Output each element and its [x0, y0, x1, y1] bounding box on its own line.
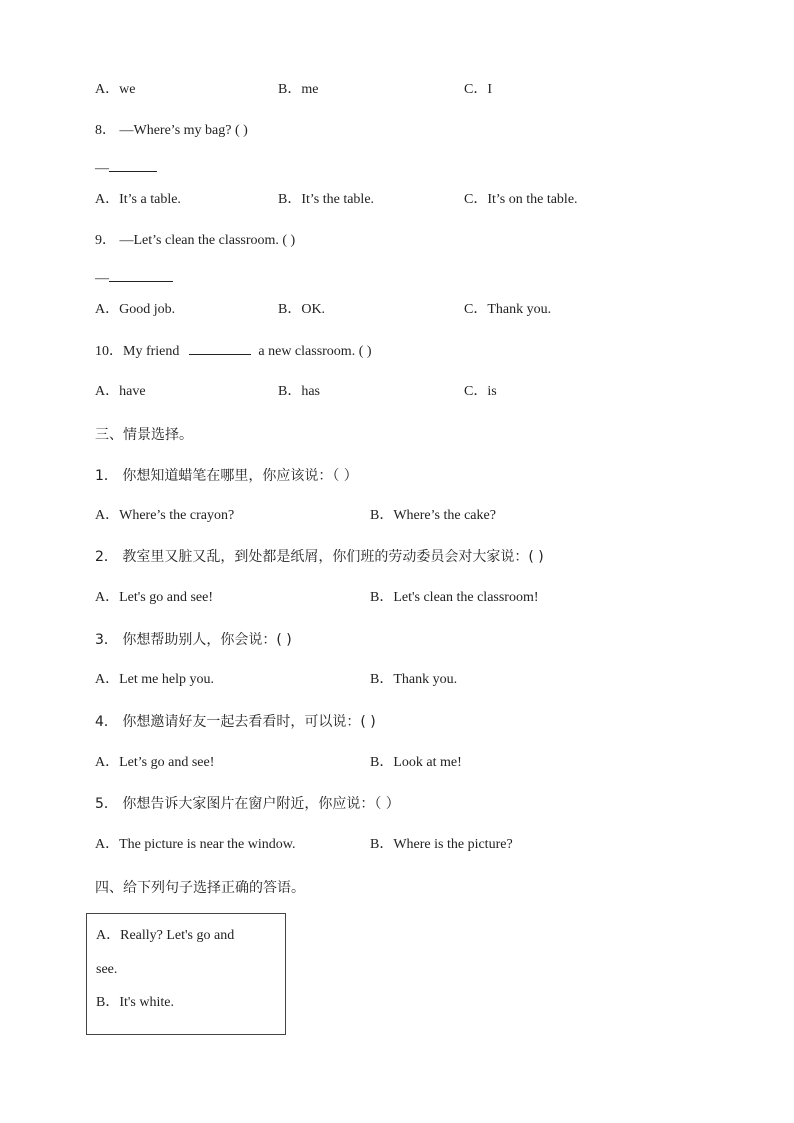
answer-options-box — [86, 913, 286, 1035]
q8-answer-dash: — — [95, 161, 109, 176]
q10-option-c: C．is — [464, 384, 497, 399]
box-line-3: B．It's white. — [96, 995, 174, 1010]
q10-blank — [189, 342, 251, 355]
s3-q3-option-a: A．Let me help you. — [95, 672, 214, 687]
q8-answer-blank — [109, 159, 157, 172]
q10-question — [95, 342, 372, 361]
s3-q5-option-b: B．Where is the picture? — [370, 837, 513, 852]
q9-option-b: B．OK. — [278, 302, 326, 317]
q8-option-b: B．It’s the table. — [278, 192, 375, 207]
s3-q2-question: 2． 教室里又脏又乱，到处都是纸屑，你们班的劳动委员会对大家说：( ) — [95, 549, 544, 565]
s3-q1-question: 1． 你想知道蜡笔在哪里，你应该说：（ ） — [95, 468, 358, 484]
s3-q4-question: 4． 你想邀请好友一起去看看时，可以说：( ) — [95, 714, 376, 730]
s3-q2-option-a: A．Let's go and see! — [95, 590, 213, 605]
q9-answer-line — [95, 269, 173, 288]
s3-q5-option-a: A．The picture is near the window. — [95, 837, 296, 852]
q8-option-a: A．It’s a table. — [95, 192, 181, 207]
q10-prefix: 10．My friend — [95, 344, 180, 359]
q7-option-b: B．me — [278, 82, 319, 97]
section3-title: 三、情景选择。 — [95, 427, 193, 443]
q9-option-a: A．Good job. — [95, 302, 176, 317]
q7-option-a: A．we — [95, 82, 136, 97]
s3-q1-option-a: A．Where’s the crayon? — [95, 508, 235, 523]
s3-q3-option-b: B．Thank you. — [370, 672, 458, 687]
q8-option-c: C．It’s on the table. — [464, 192, 578, 207]
q10-option-a: A．have — [95, 384, 146, 399]
q8-question: 8． —Where’s my bag? ( ) — [95, 123, 248, 138]
box-line-1: A．Really? Let's go and — [96, 928, 235, 943]
q9-answer-blank — [109, 269, 173, 282]
s3-q1-option-b: B．Where’s the cake? — [370, 508, 496, 523]
q10-suffix: a new classroom. ( ) — [258, 344, 372, 359]
s3-q2-option-b: B．Let's clean the classroom! — [370, 590, 539, 605]
q7-option-c: C．I — [464, 82, 492, 97]
s3-q4-option-a: A．Let’s go and see! — [95, 755, 215, 770]
section4-title: 四、给下列句子选择正确的答语。 — [95, 880, 305, 896]
box-line-2: see. — [96, 962, 118, 977]
q9-question: 9． —Let’s clean the classroom. ( ) — [95, 233, 296, 248]
s3-q4-option-b: B．Look at me! — [370, 755, 462, 770]
q8-answer-line — [95, 159, 157, 178]
q9-answer-dash: — — [95, 271, 109, 286]
s3-q5-question: 5． 你想告诉大家图片在窗户附近，你应说：（ ） — [95, 796, 400, 812]
s3-q3-question: 3． 你想帮助别人，你会说：( ) — [95, 632, 292, 648]
q9-option-c: C．Thank you. — [464, 302, 552, 317]
q10-option-b: B．has — [278, 384, 320, 399]
